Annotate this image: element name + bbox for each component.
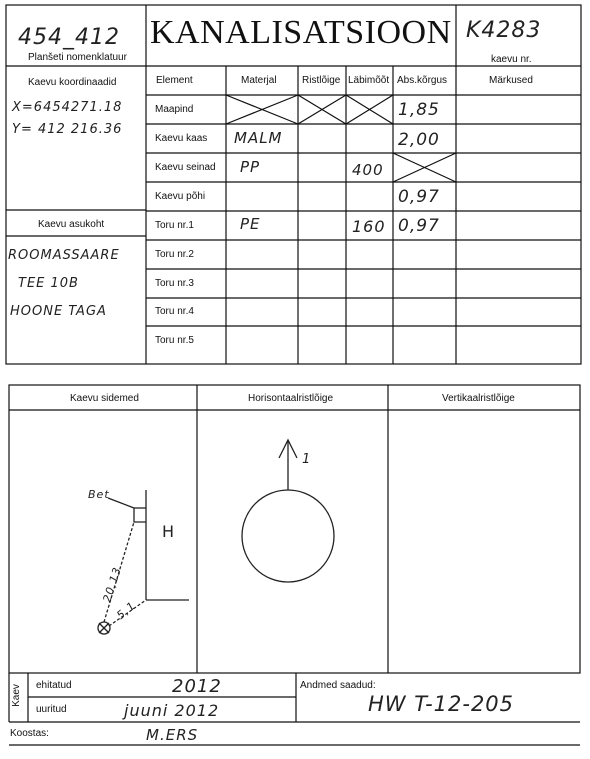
cell-material: PP: [240, 158, 261, 176]
coordinate-y: Y= 412 216.36: [12, 122, 123, 137]
compiled-value: M.ERS: [146, 726, 199, 744]
row-element-label: Maapind: [155, 104, 194, 115]
compiled-label: Koostas:: [10, 728, 49, 739]
cell-diameter: 400: [352, 161, 384, 179]
row-element-label: Toru nr.4: [155, 306, 194, 317]
data-from-value: HW T-12-205: [368, 692, 515, 716]
col-header-element: Element: [156, 75, 193, 86]
row-element-label: Kaevu põhi: [155, 191, 206, 202]
footer-side-label: Kaev: [10, 684, 22, 707]
panel-header-vertical: Vertikaalristlõige: [442, 393, 515, 404]
well-number-value: K4283: [466, 18, 542, 43]
cell-abs-height: 2,00: [398, 130, 440, 150]
built-label: ehitatud: [36, 680, 72, 691]
row-element-label: Toru nr.5: [155, 335, 194, 346]
cell-material: MALM: [234, 129, 283, 147]
surveyed-label: uuritud: [36, 704, 67, 715]
cell-abs-height: 1,85: [398, 100, 440, 120]
sketch-bet-label: Bet: [88, 488, 110, 501]
nomenclature-value: 454_412: [18, 25, 120, 50]
built-value: 2012: [172, 676, 222, 697]
sketch-dist1: 20,13: [100, 565, 125, 604]
cell-abs-height: 0,97: [398, 216, 440, 236]
location-line-2: TEE 10B: [18, 276, 79, 291]
data-from-label: Andmed saadud:: [300, 680, 376, 691]
row-element-label: Toru nr.1: [155, 220, 194, 231]
panel-header-ties: Kaevu sidemed: [70, 393, 139, 404]
col-header-notes: Märkused: [489, 75, 533, 86]
coordinate-x: X=6454271.18: [12, 100, 123, 115]
col-header-diameter: Läbimõõt: [348, 75, 390, 86]
coordinates-label: Kaevu koordinaadid: [28, 77, 117, 88]
location-label: Kaevu asukoht: [38, 219, 105, 230]
well-number-label: kaevu nr.: [491, 54, 532, 65]
sketch-dist2: 5,1: [114, 598, 139, 623]
ties-sketch: [98, 490, 189, 634]
row-element-label: Kaevu seinad: [155, 162, 216, 173]
cell-diameter: 160: [352, 217, 386, 236]
panel-header-horizontal: Horisontaalristlõige: [248, 393, 334, 404]
nomenclature-label: Planšeti nomenklatuur: [28, 52, 127, 63]
row-element-label: Toru nr.2: [155, 249, 194, 260]
sketch-h-label: H: [162, 522, 176, 541]
horizontal-section-sketch: [242, 440, 334, 582]
pipe-label: 1: [302, 452, 312, 467]
location-line-1: ROOMASSAARE: [8, 248, 120, 263]
location-line-3: HOONE TAGA: [10, 304, 107, 319]
row-element-label: Toru nr.3: [155, 278, 194, 289]
cell-material: PE: [240, 215, 261, 233]
page-title: KANALISATSIOON: [150, 14, 452, 51]
col-header-material: Materjal: [241, 75, 277, 86]
col-header-cross-section: Ristlõige: [302, 75, 341, 86]
cell-abs-height: 0,97: [398, 187, 440, 207]
col-header-abs-height: Abs.kõrgus: [397, 75, 448, 86]
row-element-label: Kaevu kaas: [155, 133, 208, 144]
surveyed-value: juuni 2012: [124, 701, 220, 720]
